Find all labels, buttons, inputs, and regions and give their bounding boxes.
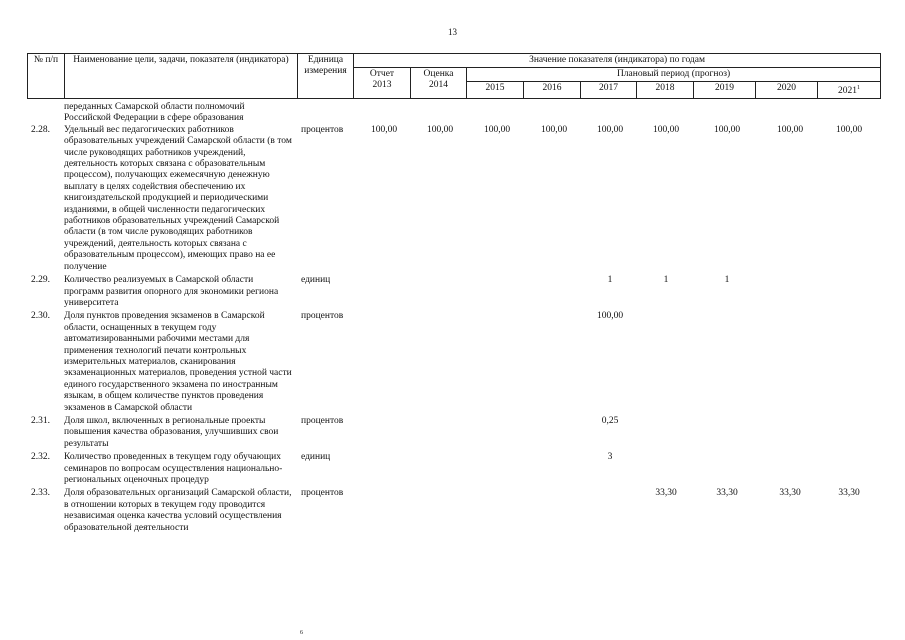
row-value: 1	[607, 275, 613, 286]
row-name: Доля школ, включенных в региональные проекты повышения качества образования, улучшивших свои результаты	[64, 415, 279, 449]
row-value: 100,00	[596, 311, 624, 322]
row-value: 100,00	[426, 124, 454, 135]
continuation-row	[27, 102, 880, 125]
row-unit: единиц	[301, 452, 331, 463]
row-value: 100,00	[483, 124, 511, 135]
row-value: 100,00	[652, 124, 680, 135]
row-name: Доля образовательных организаций Самарской области, в отношении которых в текущем году проводится независимая оценка качества условий осуществления образовательной деятельности	[64, 488, 292, 533]
table-header	[27, 53, 881, 99]
row-name: Доля пунктов проведения экзаменов в Самарской области, оснащенных в текущем году автоматизированными рабочими местами для применения технологий печати контрольных измерительных материалов, сканирования экзаменационных материалов, проведения устной части единого государственного экзамена по иностранным языкам, в общем количестве пунктов проведения экзаменов в Самарской области	[64, 311, 292, 413]
table-row	[27, 452, 880, 486]
table-row	[27, 125, 880, 273]
header-year: 2021$^1$	[818, 82, 881, 99]
row-value: 1	[663, 275, 669, 286]
header-num: № п/п	[28, 54, 65, 99]
row-name: Количество проведенных в текущем году обучающих семинаров по вопросам осуществления национально-региональных оценочных процедур	[64, 452, 283, 485]
row-value: 100,00	[835, 124, 863, 135]
row-value: 1	[724, 275, 730, 286]
row-value: 3	[607, 452, 613, 463]
row-name: Удельный вес педагогических работников образовательных учреждений Самарской области (в том числе руководящих работников учреждений, деятельность которых связана с образовательным процессом), получающих ежемесячную денежную выплату в целях содействия обеспечению их книгоиздательской продукцией и периодическими изданиями, в общей численности педагогических работников образовательных учреждений Самарской области (в том числе руководящих работников учреждений, деятельность которых связана с образовательным процессом), имеющих право на ее получение	[64, 124, 292, 272]
row-value: 33,30	[655, 488, 677, 499]
table-row	[27, 416, 880, 450]
row-number: 2.30.	[31, 311, 50, 322]
row-unit: единиц	[301, 275, 331, 286]
row-value: 33,30	[716, 488, 738, 499]
row-value: 0,25	[601, 415, 619, 426]
footnote-mark: 1	[857, 85, 861, 91]
row-name: Количество реализуемых в Самарской области программ развития опорного для экономики региона университета	[64, 275, 279, 308]
header-year: 2020	[756, 82, 818, 99]
page-number: 13	[448, 27, 457, 37]
row-number: 2.32.	[31, 452, 50, 463]
header-planned: Плановый период (прогноз)	[467, 68, 881, 82]
table-row	[27, 311, 880, 414]
row-value: 100,00	[540, 124, 568, 135]
row-number: 2.33.	[31, 488, 50, 499]
header-year: 2019	[694, 82, 756, 99]
header-unit: Единица измерения	[298, 54, 354, 99]
footer-mark: 6	[300, 630, 303, 636]
header-year: 2016	[524, 82, 581, 99]
row-unit: процентов	[301, 415, 344, 426]
header-year: 2018	[637, 82, 694, 99]
header-year: 2017	[581, 82, 637, 99]
row-number: 2.31.	[31, 415, 50, 426]
table-row	[27, 488, 880, 534]
row-value: 33,30	[779, 488, 801, 499]
row-name: переданных Самарской области полномочий Российской Федерации в сфере образования	[64, 102, 245, 124]
row-unit: процентов	[301, 311, 344, 322]
row-value: 100,00	[713, 124, 741, 135]
header-report: Отчет 2013	[354, 68, 411, 99]
header-year: 2015	[467, 82, 524, 99]
header-name: Наименование цели, задачи, показателя (индикатора)	[65, 54, 298, 99]
row-number: 2.28.	[31, 124, 50, 135]
row-value: 33,30	[838, 488, 860, 499]
header-values: Значение показателя (индикатора) по годам	[354, 54, 881, 68]
row-number: 2.29.	[31, 275, 50, 286]
table-row	[27, 275, 880, 309]
row-value: 100,00	[596, 124, 624, 135]
row-value: 100,00	[776, 124, 804, 135]
row-unit: процентов	[301, 124, 344, 135]
header-estimate: Оценка 2014	[411, 68, 467, 99]
row-value: 100,00	[370, 124, 398, 135]
table-body	[27, 102, 880, 534]
row-unit: процентов	[301, 488, 344, 499]
